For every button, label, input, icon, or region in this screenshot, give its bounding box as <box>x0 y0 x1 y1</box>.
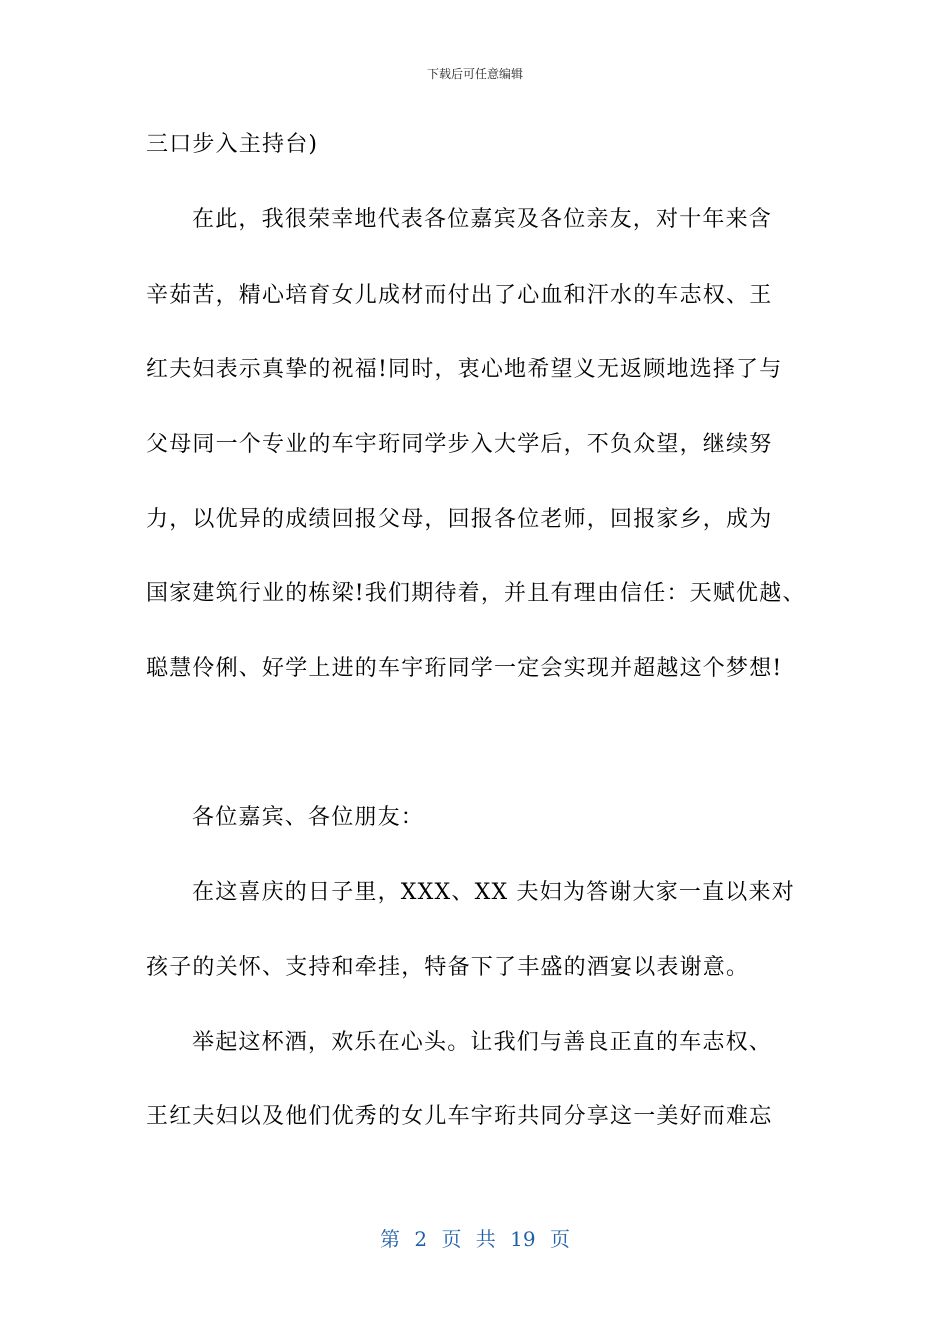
text-line: 辛茹苦，精心培育女儿成材而付出了心血和汗水的车志权、王 <box>146 283 773 308</box>
page-number-footer: 第 2 页 共 19 页 <box>380 1227 570 1251</box>
paragraph-first-line: 在此，我很荣幸地代表各位嘉宾及各位亲友，对十年来含 <box>192 207 773 232</box>
paragraph-first-line: 举起这杯酒，欢乐在心头。让我们与善良正直的车志权、 <box>192 1030 773 1055</box>
text-line: 聪慧伶俐、好学上进的车宇珩同学一定会实现并超越这个梦想! <box>146 656 783 681</box>
page-header: 下载后可任意编辑 <box>426 67 523 81</box>
text-line: 国家建筑行业的栋梁!我们期待着，并且有理由信任：天赋优越、 <box>146 581 806 606</box>
text-line: 红夫妇表示真挚的祝福!同时，衷心地希望义无返顾地选择了与 <box>146 357 783 382</box>
text-line: 孩子的关怀、支持和牵挂，特备下了丰盛的酒宴以表谢意。 <box>146 955 750 980</box>
text-line: 三口步入主持台) <box>146 132 319 157</box>
paragraph-first-line: 在这喜庆的日子里，XXX、XX 夫妇为答谢大家一直以来对 <box>192 880 795 905</box>
salutation: 各位嘉宾、各位朋友： <box>192 805 425 830</box>
text-line: 父母同一个专业的车宇珩同学步入大学后，不负众望，继续努 <box>146 432 773 457</box>
text-line: 力，以优异的成绩回报父母，回报各位老师，回报家乡，成为 <box>146 507 773 532</box>
text-line: 王红夫妇以及他们优秀的女儿车宇珩共同分享这一美好而难忘 <box>146 1104 773 1129</box>
